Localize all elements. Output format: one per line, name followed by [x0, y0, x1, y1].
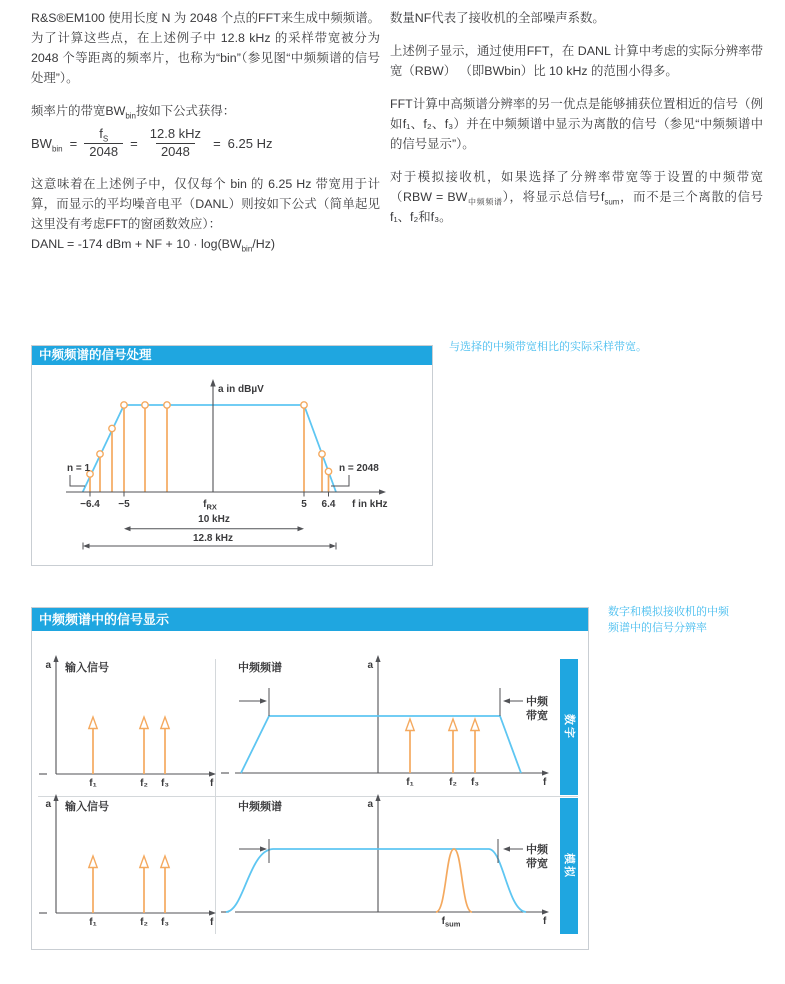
if-filter-trapezoid	[241, 716, 521, 773]
bin-stems	[90, 405, 329, 492]
f1-label: f₁	[89, 917, 97, 928]
fraction-128khz-2048: $\frac{\text{12.8 kHz}}{2048}$	[149, 126, 202, 159]
figure2-header: 中频频谱中的信号显示	[32, 608, 588, 631]
digital-input-panel	[39, 655, 216, 789]
tick-label: 5	[301, 499, 307, 510]
formula-lhs: $BW_{bin}$	[31, 135, 63, 154]
formula-result: 6.25 Hz	[227, 135, 273, 151]
f1-label: f₁	[89, 778, 97, 789]
fsum-signal-peak	[436, 849, 472, 912]
dim-128khz-label: 12.8 kHz	[192, 533, 234, 544]
analog-if-filter-curve	[226, 849, 526, 912]
if-bandwidth-label: 带宽	[526, 858, 548, 870]
dim-10khz-arrow	[124, 526, 304, 531]
equals-sign: =	[213, 135, 221, 151]
y-axis-arrow-icon	[53, 655, 58, 662]
figure-if-signal-display	[31, 607, 589, 950]
bandwidth-pointer-left	[239, 698, 267, 703]
x-axis-arrow-icon	[209, 771, 216, 776]
if-bandwidth-label: 带宽	[526, 710, 548, 722]
paragraph-bwbin-intro: 频率片的带宽$BW_{bin}$按如下公式获得：	[31, 104, 236, 121]
figure1-header: 中频频谱的信号处理	[32, 346, 432, 365]
analog-row-label: 模拟	[563, 853, 576, 879]
dim-10khz-label: 10 kHz	[198, 514, 230, 525]
x-axis-label: f	[210, 917, 214, 928]
y-axis-label: a	[45, 799, 51, 810]
figure2-body	[32, 631, 588, 955]
frx-label: $f_{RX}$	[203, 499, 217, 512]
figure1-diagram	[32, 365, 432, 565]
y-axis-arrow-icon	[210, 379, 215, 387]
f2-label: f₂	[140, 917, 148, 928]
f3-label: f₃	[161, 778, 169, 789]
x-axis-label: f	[543, 777, 547, 788]
figure2-caption-line2: 频谱中的信号分辨率	[608, 622, 707, 634]
y-axis-arrow-icon	[375, 655, 380, 662]
tick-label: −5	[118, 499, 130, 510]
tick-label: 6.4	[321, 499, 336, 510]
fraction-fs-2048: $\frac{f_S}{2048}$	[84, 127, 123, 160]
formula-bwbin	[31, 127, 380, 160]
panel-title: 中频频谱	[238, 662, 282, 674]
figure1-body	[32, 365, 432, 570]
x-axis-arrow-icon	[542, 909, 549, 914]
f3-label: f₃	[471, 777, 479, 788]
fsum-label: $f_{sum}$	[441, 916, 461, 929]
figure2-diagram	[32, 631, 588, 950]
input-signal-arrows	[89, 717, 169, 774]
figure2-caption	[608, 604, 780, 636]
x-axis-arrow-icon	[209, 910, 216, 915]
bandwidth-pointer-left	[239, 846, 267, 851]
n1-label: n = 1	[67, 463, 91, 474]
panel-title: 输入信号	[65, 662, 109, 674]
f3-label: f₃	[161, 917, 169, 928]
right-column	[390, 8, 763, 240]
panel-title: 输入信号	[65, 801, 109, 813]
paragraph-analog: 对于模拟接收机，如果选择了分辨率带宽等于设置的中频带宽$(RBW = BW_{中频频谱})$，将显示总信号$f_{sum}$，而不是三个离散的信号f₁、f₂和f₃。	[390, 170, 764, 224]
tick-label: −6.4	[80, 499, 100, 510]
y-axis-label: a	[45, 660, 51, 671]
paragraph-fft-intro: R&S®EM100 使用长度 N 为 2048 个点的FFT来生成中频频谱。为了计算这些点，在上述例子中 12.8 kHz 的采样带宽被分为 2048 个等距离的频率片，也称为“bin”（参见图“中频频谱的信号处理”）。	[31, 11, 380, 85]
x-axis-label: f	[543, 916, 547, 927]
y-axis-label: a	[367, 799, 373, 810]
y-axis-label: a	[367, 660, 373, 671]
panel-title: 中频频谱	[238, 801, 282, 813]
if-bandwidth-label: 中频	[526, 696, 548, 708]
analog-if-panel	[221, 794, 549, 929]
paragraph-danl: 这意味着在上述例子中，仅仅每个 bin 的 6.25 Hz 带宽用于计算，而显示的平均噪音电平（DANL）则按如下公式（简单起见这里没有考虑FFT的窗函数效应）：	[31, 176, 380, 231]
x-axis-arrow-icon	[542, 770, 549, 775]
f2-label: f₂	[140, 778, 148, 789]
if-bandwidth-label: 中频	[526, 844, 548, 856]
equals-sign: =	[69, 135, 78, 151]
x-axis-arrow-icon	[379, 489, 386, 494]
figure-if-signal-processing	[31, 345, 433, 566]
y-axis-label: a in dBµV	[218, 384, 264, 395]
danl-formula-line: DANL = -174 dBm + NF + $10 \cdot \log(BW_{bin}/Hz)$	[31, 236, 276, 254]
paragraph-resolution: FFT计算中高频谱分辨率的另一优点是能够捕获位置相近的信号（例如f₁、f₂、f₃）并在中频频谱中显示为离散的信号（参见“中频频谱中的信号显示”）。	[390, 97, 763, 151]
analog-input-panel	[39, 794, 216, 928]
bandwidth-pointer-right	[503, 698, 523, 703]
paragraph-nf: 数量NF代表了接收机的全部噪声系数。	[390, 11, 605, 25]
y-axis-arrow-icon	[375, 794, 380, 801]
figure1-caption: 与选择的中频带宽相比的实际采样带宽。	[449, 341, 647, 353]
left-column	[31, 8, 380, 267]
equals-sign: =	[130, 135, 138, 151]
input-signal-arrows	[89, 856, 169, 913]
n2048-label: n = 2048	[339, 463, 379, 474]
x-axis-label: f in kHz	[352, 499, 388, 510]
x-axis-label: f	[210, 778, 214, 789]
axes	[66, 379, 386, 497]
n1-leader-line	[70, 475, 85, 486]
if-filter-trapezoid	[83, 405, 336, 492]
figure2-caption-line1: 数字和模拟接收机的中频	[608, 606, 729, 618]
paragraph-rbw: 上述例子显示，通过使用FFT，在 DANL 计算中考虑的实际分辨率带宽（RBW） （即BWbin）比 10 kHz 的范围小得多。	[390, 44, 763, 78]
if-signal-arrows	[406, 719, 479, 773]
f2-label: f₂	[449, 777, 457, 788]
bandwidth-pointer-right	[503, 846, 523, 851]
y-axis-arrow-icon	[53, 794, 58, 801]
digital-if-panel	[221, 655, 549, 788]
f1-label: f₁	[406, 777, 414, 788]
digital-row-label: 数字	[563, 714, 576, 740]
